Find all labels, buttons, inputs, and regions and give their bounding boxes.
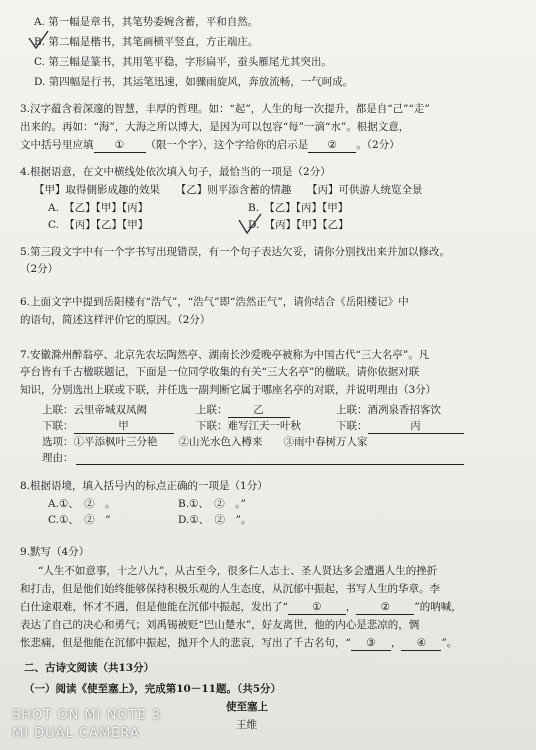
q4-option-b: B. 【乙】【丙】【甲】 (248, 202, 349, 214)
poem-author: 王维 (236, 719, 257, 731)
q2-option-d: D. 第四幅是行书，其运笔迅速，如骤雨旋风，奔放流畅，一气呵成。 (34, 76, 354, 88)
q9-blank-4: ④ (401, 637, 441, 651)
reason-label: 理由： (42, 452, 74, 464)
q4-items: 【甲】取得側影成趣的效果 【乙】则平添含蓄的情趣 【丙】可供游人统览全景 (34, 184, 423, 196)
q7-couplet-1-upper (42, 404, 147, 417)
couplet-label: 下联： (42, 420, 74, 432)
q7-line2: 亭台皆有千古楹联题记，下面是一位同学收集的有关“三大名亭”的楹联。请你依据对联 (20, 366, 420, 378)
check-mark-icon (26, 28, 52, 54)
q9-comma: ， (345, 601, 357, 613)
q2-option-c: C. 第三幅是篆书，其用笔平稳，字形扁平，蚕头雁尾尤其突出。 (34, 56, 332, 68)
couplet-blank-jia: 甲 (74, 420, 174, 434)
q7-option-2: ②山光水色入樽来 (178, 436, 263, 448)
section-2-title: 二、古诗文阅读（共13分） (24, 662, 155, 674)
section-2-subtitle: （一）阅读《使至塞上》，完成第10－11题。（共5分） (24, 683, 282, 695)
q9-blank-1: ① (288, 601, 346, 615)
q9-line5-post: ”。 (441, 637, 458, 649)
q3-blank-2: ② (308, 139, 356, 153)
q7-option-3: ③雨中春树万人家 (283, 436, 368, 448)
q9-title: 9.默写（4分） (20, 546, 90, 558)
q7-couplet-1-lower (42, 420, 174, 434)
couplet-blank-yi: 乙 (228, 404, 290, 418)
q8-option-a: A.①、 ② 。 (48, 498, 116, 510)
q8-option-d: D.①、 ② ”。 (178, 514, 252, 526)
q9-line3 (20, 601, 462, 615)
couplet-text: 酒冽泉香招客饮 (367, 404, 441, 416)
q4-option-a: A. 【乙】【甲】【丙】 (48, 202, 149, 214)
q7-option-1: ①平添枫叶三分艳 (73, 436, 158, 448)
poem-title: 使至塞上 (226, 701, 268, 713)
q7-couplet-2-upper (196, 404, 290, 418)
couplet-blank-bing: 丙 (368, 420, 464, 434)
camera-watermark-line2: MI DUAL CAMERA (12, 726, 140, 741)
q9-line3-pre: 白仕途艰难，怀才不遇，但是他能在沉郁中振起，发出了“ (20, 601, 288, 613)
q9-line1: “人生不如意事，十之八九”，从古至今，很多仁人志士、圣人贤达多会遭遇人生的挫折 (38, 565, 438, 577)
q2-option-b: B. 第二幅是楷书，其笔画横平竖直，方正端庄。 (34, 36, 259, 48)
q3-line3 (20, 139, 400, 153)
q6-line2: 的语句，简述这样评价它的原因。（2分） (20, 314, 211, 326)
q8-option-b: B.①、 ② 。” (178, 498, 246, 510)
q9-line3-post: ”的呐喊， (414, 601, 462, 613)
q8-option-c: C.①、 ② ” (48, 514, 111, 526)
q7-couplet-3-upper (336, 404, 441, 417)
q9-comma: ， (390, 637, 402, 649)
q4-option-d: D. 【丙】【甲】【乙】 (248, 219, 349, 231)
q9-line5-pre: 怅悲痛，但是他能在沉郁中振起，抛开个人的悲哀，写出了千古名句，“ (20, 637, 351, 649)
q9-blank-3: ③ (351, 637, 391, 651)
q4-option-c: C. 【丙】【乙】【甲】 (48, 219, 149, 231)
options-label: 选项： (42, 436, 74, 448)
q7-couplet-3-lower (336, 420, 464, 434)
couplet-label: 下联： (196, 420, 228, 432)
q3-line1: 3.汉字蕴含着深邃的智慧，丰厚的哲理。如：“起”，人生的每一次提升，都是自“己”“走” (20, 103, 430, 115)
q9-blank-2: ② (356, 601, 414, 615)
q6-line1: 6.上面文字中提到岳阳楼有“浩气”，“浩气”即“浩然正气”，请你结合《岳阳楼记》中 (20, 296, 409, 308)
q7-line3: 知识，分别选出上联或下联，并任选一副判断它属于哪座名亭的对联，并说明理由（3分） (20, 384, 437, 396)
couplet-label: 上联： (336, 404, 368, 416)
couplet-label: 上联： (196, 404, 228, 416)
couplet-label: 上联： (42, 404, 74, 416)
q9-line5 (20, 637, 457, 651)
q9-line4: 表达了自己的决心和勇气；刘禹锡被贬“巴山楚水”，好友离世，他的内心是悲凉的，惆 (20, 619, 420, 631)
couplet-text: 云里帝城双凤阙 (73, 404, 147, 416)
q9-line2: 和打击，但是他们始终能够保持积极乐观的人生态度，从沉郁中振起，书写人生的华章。李 (20, 583, 440, 595)
q4-title: 4.根据语意，在文中横线处依次填入句子，最恰当的一项是（2分） (20, 166, 331, 178)
q7-options (42, 436, 368, 449)
q2-option-a: A. 第一幅是章书，其笔势委婉含蓄，平和自然。 (34, 16, 259, 28)
q5-line1: 5.第三段文字中有一个字书写出现错误，有一个句子表达欠妥，请你分别找出来并加以修改。 (20, 246, 451, 258)
q7-couplet-2-lower (196, 420, 301, 433)
couplet-text: 难写江天一叶秋 (227, 420, 301, 432)
q3-line3-mid: （限一个字），这个字给你的启示是 (145, 139, 309, 151)
q8-title: 8.根据语境，填入括号内的标点正确的一项是（1分） (20, 480, 268, 492)
camera-watermark-line1: SHOT ON MI NOTE 3 (12, 708, 162, 723)
q7-reason (42, 452, 74, 465)
check-mark-icon (236, 212, 264, 238)
couplet-label: 下联： (336, 420, 368, 432)
reason-underline (76, 464, 464, 465)
q3-line3-pre: 文中括号里应填 (20, 139, 94, 151)
q3-blank-1: ① (94, 139, 146, 153)
q3-line2: 出来的。再如：“海”，大海之所以博大，是因为可以包容“每”一滴“水”。根据文意， (20, 121, 410, 133)
q5-line2: （2分） (20, 263, 59, 275)
q7-line1: 7.安徽滁州醉翁亭、北京先农坛陶然亭、湖南长沙爱晚亭被称为中国古代“三大名亭”。凡 (20, 349, 430, 361)
q3-line3-post: 。（2分） (356, 139, 400, 151)
